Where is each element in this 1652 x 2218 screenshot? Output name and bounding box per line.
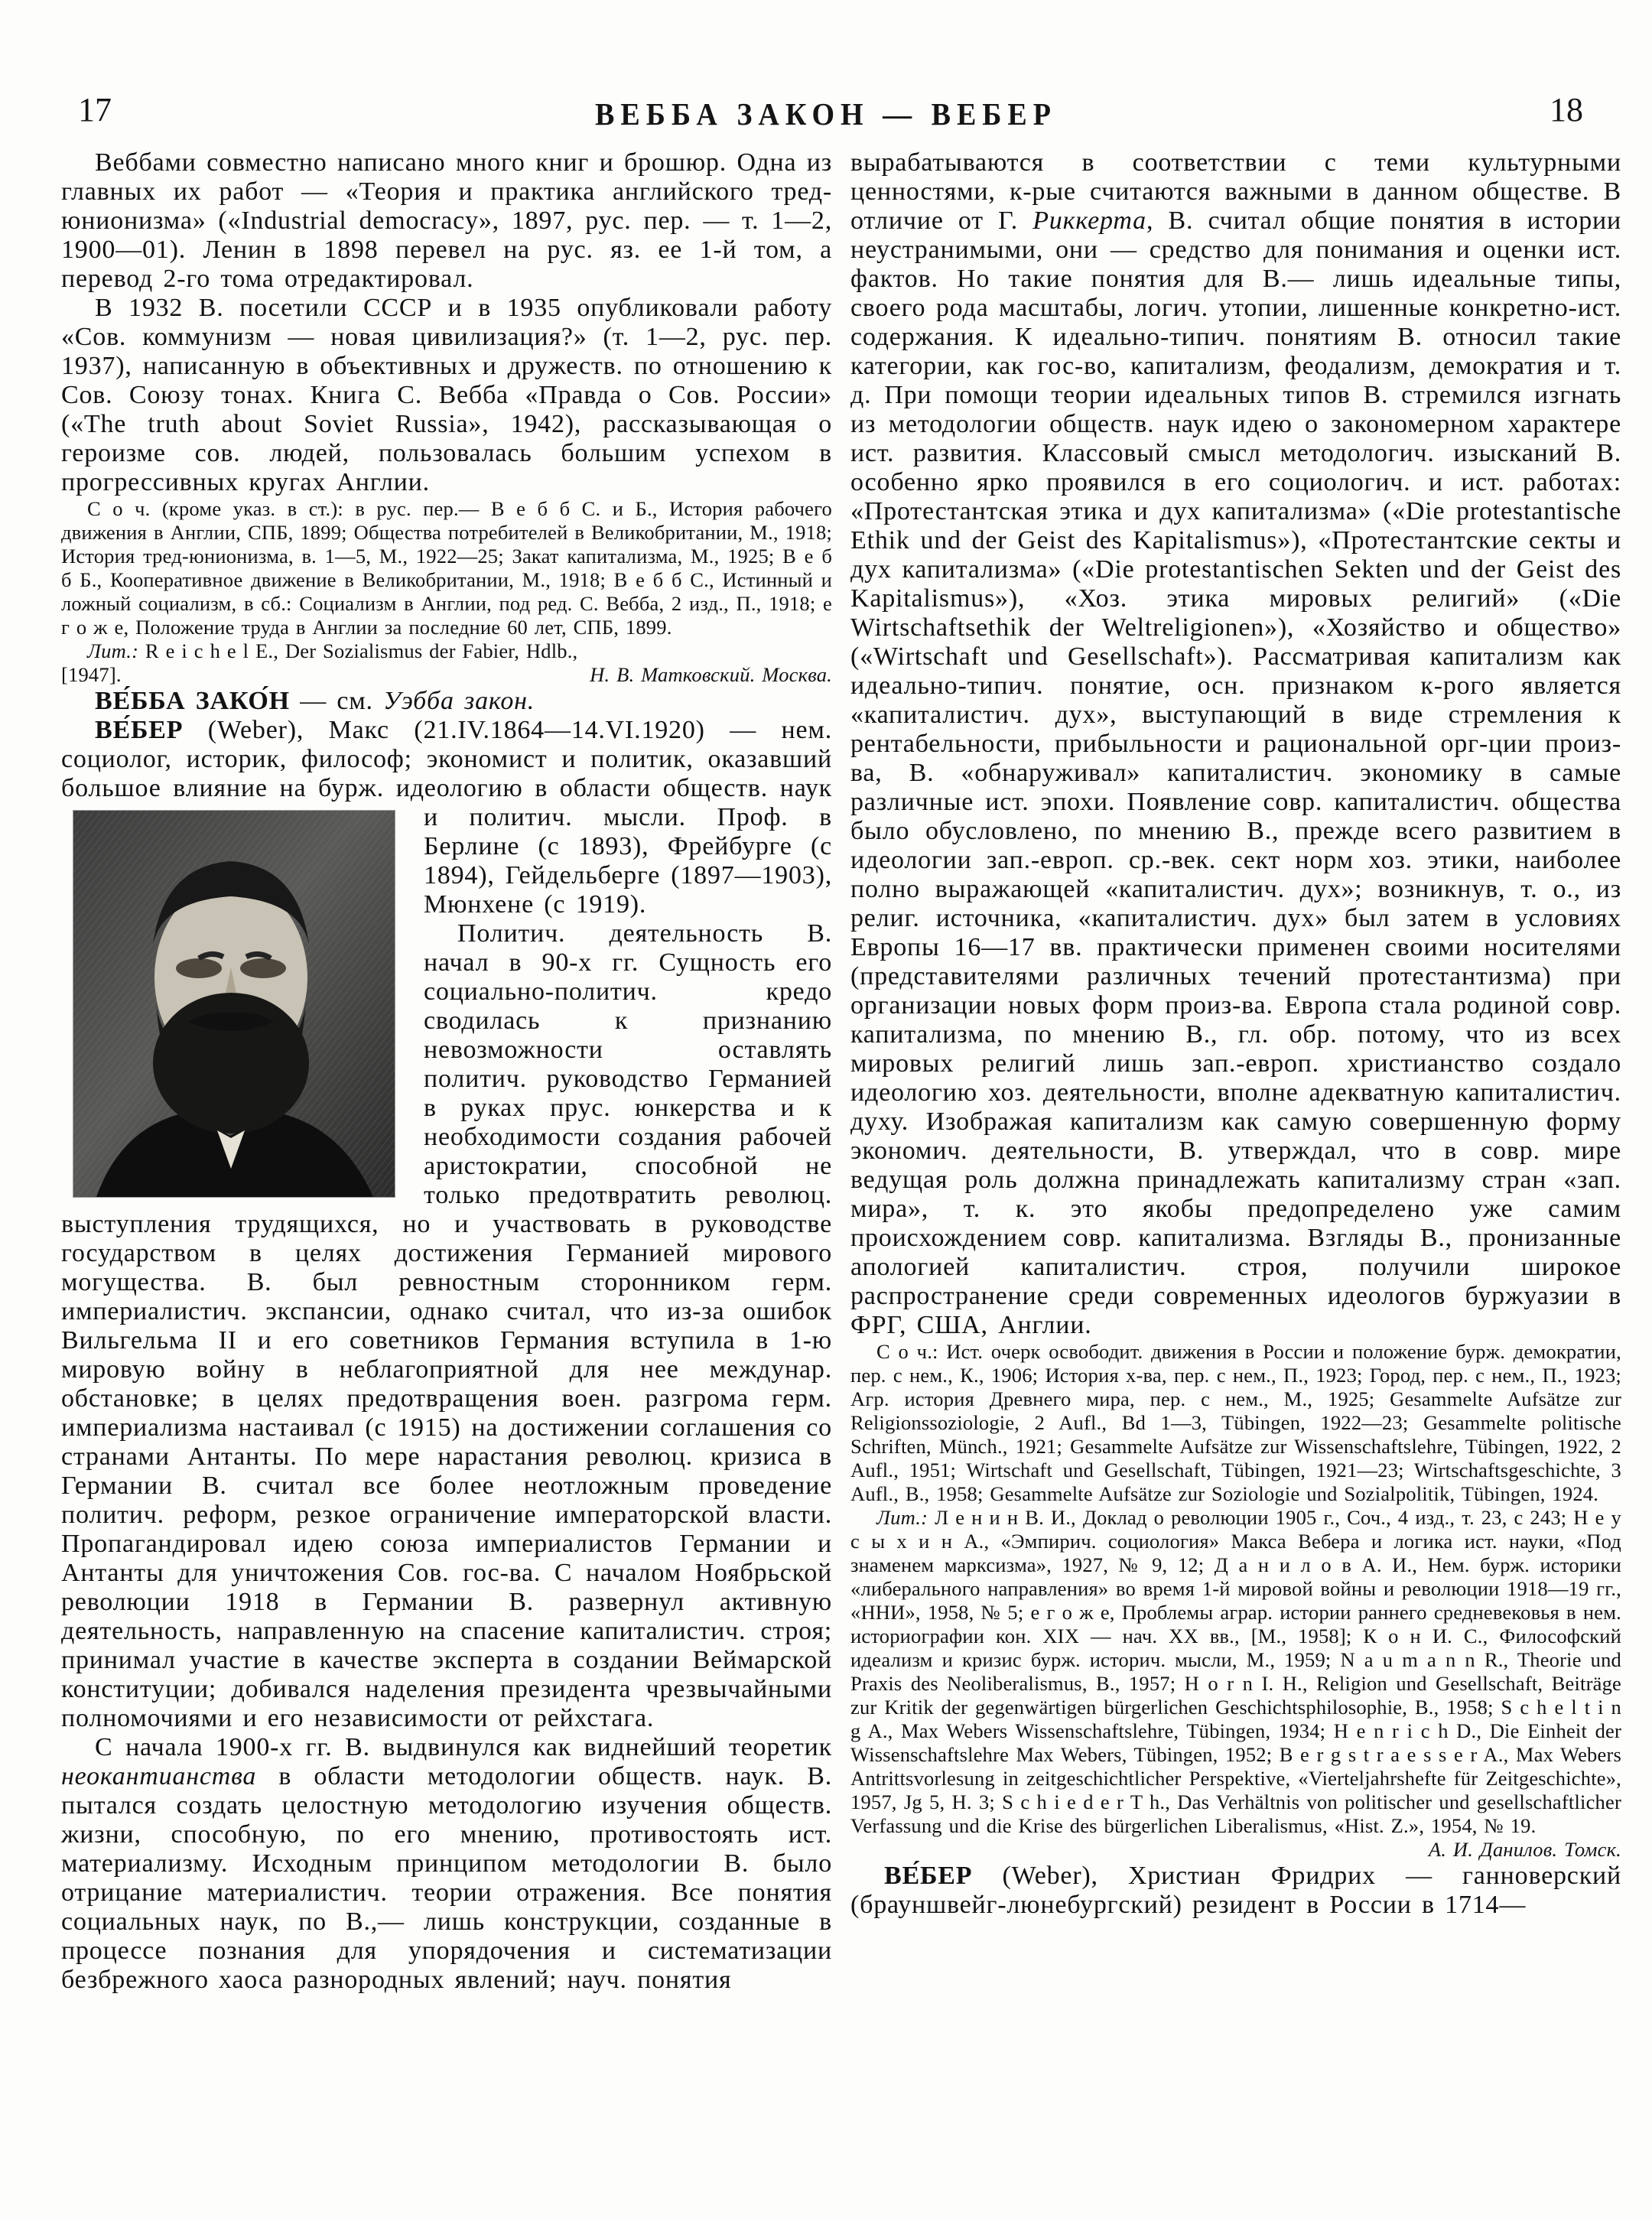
max-weber-portrait-photo (73, 811, 395, 1197)
methodology-post: в области методологии обществ. наук. В. пытался создать целостную методологию изучения обществ. жизни, способную, по его мнению, противостоять ист. материализму. Исходным принципом методологии В. было отрицание материалистич. теории отражения. Все понятия социальных наук, по В.,— лишь конструкции, созданные в процессе познания для упорядочения и систематизации безбрежного хаоса разнородных явлений; науч. понятия (61, 1762, 832, 1994)
author-signature-matkovsky: Н. В. Матковский. Москва. (590, 663, 832, 686)
name-rickert: Риккерта (1032, 207, 1146, 235)
see-reference-target: Уэбба закон. (383, 687, 535, 715)
bibliography-lit-webbs (61, 639, 832, 663)
entry-veber-2-text: (Weber), Христиан Фридрих — ганноверский (брауншвейг-люнебургский) резидент в России в 1714— (850, 1862, 1621, 1919)
bibliography-soch-weber: С о ч.: Ист. очерк освободит. движения в России и положение бурж. демократии, пер. с нем., К., 1906; История х-ва, пер. с нем., П., 1923; Город, пер. с нем., П., 1923; Агр. история Древнего мира, пер. с нем., М., 1925; Gesammelte Aufsätze zur Religionssoziologie, 2 Aufl., Bd 1—3, Tübingen, 1922—23; Gesammelte politische Schriften, Münch., 1921; Gesammelte Aufsätze zur Wissenschaftslehre, Tübingen, 1922, 2 Aufl., 1951; Wirtschaft und Gesellschaft, Tübingen, 1921—23; Wirtschaftsgeschichte, 3 Aufl., B., 1958; Gesammelte Aufsätze zur Soziologie und Sozialpolitik, Tübingen, 1924. (850, 1340, 1621, 1505)
entry-headword-veber-2: ВЕ́БЕР (884, 1862, 973, 1890)
bibliography-lit-weber (850, 1506, 1621, 1838)
column-left (61, 148, 832, 1995)
paragraph-webbs-books: Веббами совместно написано много книг и брошюр. Одна из главных их работ — «Теория и практика английского тред-юнионизма» («Industrial democracy», 1897, рус. пер. — т. 1—2, 1900—01). Ленин в 1898 перевел на рус. яз. ее 1-й том, а перевод 2-го тома отредактировал. (61, 148, 832, 293)
lit-text: R e i c h e l E., Der Sozialismus der Fabier, Hdlb., (138, 639, 578, 662)
entry-veber-max (61, 716, 832, 919)
bibliography-soch-webbs: С о ч. (кроме указ. в ст.): в рус. пер.— В е б б С. и Б., История рабочего движения в Англии, СПБ, 1899; Общества потребителей в Великобритании, М., 1918; История тред-юнионизма, в. 1—5, М., 1922—25; Закат капитализма, М., 1925; В е б б Б., Кооперативное движение в Великобритании, М., 1918; В е б б С., Истинный и ложный социализм, в сб.: Социализм в Англии, под ред. С. Вебба, 2 изд., П., 1918; е г о ж е, Положение труда в Англии за последние 60 лет, СПБ, 1899. (61, 497, 832, 639)
author-signature-danilov: А. И. Данилов. Томск. (1428, 1838, 1621, 1861)
term-neokantianstvo: неокантианства (61, 1762, 257, 1790)
lit-tail: [1947]. (61, 663, 122, 686)
entry-headword-veber: ВЕ́БЕР (95, 716, 184, 744)
entry-veber-christian-friedrich (850, 1862, 1621, 1920)
lit-text: Л е н и н В. И., Доклад о революции 1905 г., Соч., 4 изд., т. 23, с 243; Н е у с ы х и н А., «Эмпирич. социология» Макса Вебера и логика ист. науки, «Под знаменем марксизма», 1927, № 9, 12; Д а н и л о в А. И., Нем. бурж. историки «либерального направления» во время 1-й мировой войны и революции 1918—19 гг., «ННИ», 1958, № 5; е г о ж е, Проблемы аграр. истории раннего средневековья в нем. историографии кон. XIX — нач. XX вв., [М., 1958]; К о н И. С., Философский идеализм и кризис бурж. историч. мысли, М., 1959; N a u m a n n R., Theorie und Praxis des Neoliberalismus, B., 1957; H o r n I. H., Religion und Gesellschaft, Beiträge zur Kritik der gegenwärtigen bürgerlichen Geschichtsphilosophie, B., 1958; S c h e l t i n g A., Max Webers Wissenschaftslehre, Tübingen, 1934; H e n r i c h D., Die Einheit der Wissenschaftslehre Max Webers, Tübingen, 1952; B e r g s t r a e s s e r A., Max Webers Antrittsvorlesung in zeitgeschichtlicher Perspektive, «Vierteljahrshefte für Zeitgeschichte», 1957, Jg 5, H. 3; S c h i e d e r T h., Das Verhältnis von politischer und gesellschaftlicher Verfassung und die Krise des bürgerlichen Liberalismus, «Hist. Z.», 1954, № 19. (850, 1506, 1621, 1837)
entry-veber-intro-tail: в Берлине (с 1893), Фрейбурге (с 1894), Гейдельберге (1897—1903), Мюнхене (с 1919). (424, 803, 832, 919)
ideal-types-pre: вырабатываются в соответствии с теми культурными ценностями, к-рые считаются важными в данном обществе. В отличие от Г. (850, 148, 1621, 235)
lit-label: Лит.: (876, 1506, 928, 1529)
running-head-title: ВЕББА ЗАКОН — ВЕБЕР (595, 97, 1057, 132)
paragraph-methodology (61, 1733, 832, 1995)
paragraph-political-activity: Политич. деятельность В. начал в 90-х гг. Сущность его социально-политич. кредо сводилась к признанию невозможности оставлять политич. руководство Германией в руках прус. юнкерства и к необходимости создания рабочей аристократии, способной не только предотвратить революц. выступления трудящихся, но и участвовать в руководстве государством в целях достижения Германией мирового могущества. В. был ревностным сторонником герм. империалистич. экспансии, однако считал, что из-за ошибок Вильгельма II и его советников Германия вступила в 1-ю мировую войну в неблагоприятной для нее междунар. обстановке; в целях предотвращения воен. разгрома герм. империализма настаивал (с 1915) на достижении соглашения со странами Антанты. По мере нарастания революц. кризиса в Германии В. считал все более неотложным проведение политич. реформ, резкое ограничение императорской власти. Пропагандировал идею союза империалистов Германии и Антанты для уничтожения Сов. гос-ва. С началом Ноябрьской революции 1918 в Германии В. развернул активную деятельность, направленную на спасение капиталистич. строя; принимал участие в качестве эксперта в создании Веймарской конституции; добивался наделения президента чрезвычайными полномочиями и его независимости от рейхстага. (61, 919, 832, 1732)
entry-veber-intro: (Weber), Макс (21.IV.1864—14.VI.1920) — нем. социолог, историк, философ; экономист и политик, оказавший большое влияние на бурж. идеологию в области обществ. наук и политич. мысли. Проф. (61, 716, 832, 831)
max-weber-portrait-graphic (73, 811, 395, 1197)
see-reference-text: — см. (289, 687, 384, 715)
signature-row (850, 1838, 1621, 1862)
entry-headword-vebba-zakon: ВЕ́ББА ЗАКО́Н (95, 687, 290, 715)
lit-tail-and-signature (61, 663, 832, 687)
column-right (850, 148, 1621, 1920)
page-number-left: 17 (78, 91, 112, 128)
lit-label: Лит.: (87, 639, 139, 662)
methodology-pre: С начала 1900-х гг. В. выдвинулся как виднейший теоретик (95, 1733, 832, 1761)
entry-vebba-zakon (61, 687, 832, 716)
ideal-types-post: , В. считал общие понятия в истории неустранимыми, они — средство для понимания и оценки ист. фактов. Но такие понятия для В.— лишь идеальные типы, своего рода масштабы, логич. утопии, лишенные конкретно-ист. содержания. К идеально-типич. понятиям В. относил такие категории, как гос-во, капитализм, феодализм, демократия и т. д. При помощи теории идеальных типов В. стремился изгнать из методологии обществ. наук идею о закономерном характере ист. развития. Классовый смысл методологич. изысканий В. особенно ярко проявился в его социологич. и ист. работах: «Протестантская этика и дух капитализма» («Die protestantische Ethik und der Geist des Kapitalismus»), «Протестантские секты и дух капитализма» («Die protestantischen Sekten und der Geist des Kapitalismus»), «Хоз. этика мировых религий» («Die Wirtschaftsethik der Weltreligionen»), «Хозяйство и общество» («Wirtschaft und Gesellschaft»). Рассматривая капитализм как идеально-типич. понятие, осн. признаком к-рого является «капиталистич. дух», выступающий в виде стремления к рентабельности, прибыльности и рациональной орг-ции произ-ва, В. «обнаруживал» капиталистич. экономику в самые различные ист. эпохи. Появление совр. капиталистич. общества было обусловлено, по мнению В., прежде всего развитием в идеологии зап.-европ. ср.-век. сект норм хоз. этики, наиболее полно выражающей «капиталистич. дух»; возникнув, т. о., из религ. источника, «капиталистич. дух» был затем в условиях Европы 16—17 вв. практически применен своими носителями (представителями различных течений протестантизма) при организации новых форм произ-ва. Европа стала родиной совр. капитализма, по мнению В., гл. обр. потому, что из всех мировых религий лишь зап.-европ. христианство создало идеологию хоз. деятельности, вполне адекватную капиталистич. духу. Изображая капитализм как самую совершенную форму экономич. деятельности, В. утверждал, что в совр. мире ведущая роль должна принадлежать капитализму стран «зап. мира», т. к. это якобы предопределено уже самим происхождением совр. капитализма. Взгляды В., пронизанные апологией капиталистич. строя, получили широкое распространение среди современных идеологов буржуазии в ФРГ, США, Англии. (850, 207, 1621, 1339)
paragraph-ideal-types (850, 148, 1621, 1340)
paragraph-webbs-ussr: В 1932 В. посетили СССР и в 1935 опубликовали работу «Сов. коммунизм — новая цивилизация?» (т. 1—2, рус. пер. 1937), написанную в объективных и дружеств. по отношению к Сов. Союзу тонах. Книга С. Вебба «Правда о Сов. России» («The truth about Soviet Russia», 1942), рассказывающая о героизме сов. людей, пользовалась большим успехом в прогрессивных кругах Англии. (61, 294, 832, 496)
page-number-right: 18 (1550, 91, 1583, 128)
